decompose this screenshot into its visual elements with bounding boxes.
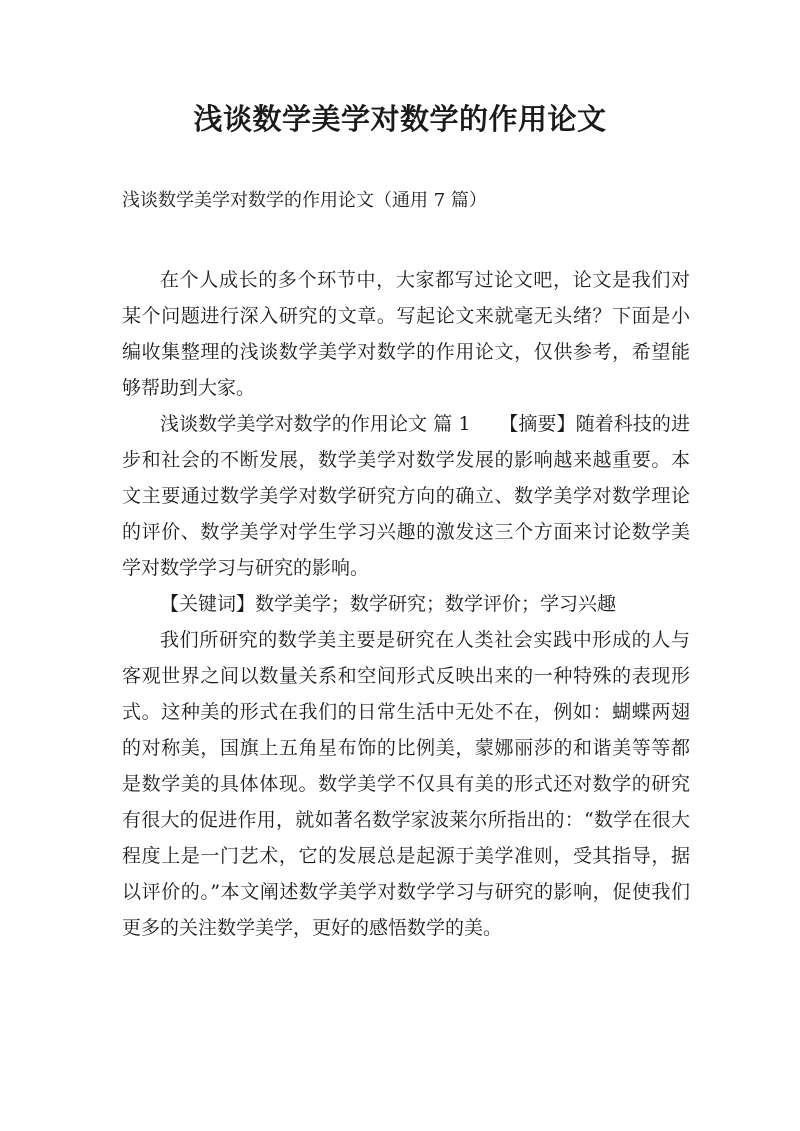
abstract-paragraph: 浅谈数学美学对数学的作用论文 篇 1 【摘要】随着科技的进步和社会的不断发展，数学美学对数学发展的影响越来越重要。本文主要通过数学美学对数学研究方向的确立、数学美学对数学理论的评价、数学美学对学生学习兴趣的激发这三个方面来讨论数学美学对数学学习与研究的影响。 <box>122 413 690 579</box>
body-paragraph: 我们所研究的数学美主要是研究在人类社会实践中形成的人与客观世界之间以数量关系和空间形式反映出来的一种特殊的表现形式。这种美的形式在我们的日常生活中无处不在，例如：蝴蝶两翅的对称美，国旗上五角星布饰的比例美，蒙娜丽莎的和谐美等等都是数学美的具体体现。数学美学不仅具有美的形式还对数学的研究有很大的促进作用，就如著名数学家波莱尔所指出的：“数学在很大程度上是一门艺术，它的发展总是起源于美学准则，受其指导，据以评价的。”本文阐述数学美学对数学学习与研究的影响，促使我们更多的关注数学美学，更好的感悟数学的美。 <box>122 629 690 939</box>
document-subtitle: 浅谈数学美学对数学的作用论文（通用 7 篇） <box>122 190 487 211</box>
keywords-paragraph: 【关键词】数学美学；数学研究；数学评价；学习兴趣 <box>160 593 617 615</box>
document-body <box>122 262 690 946</box>
document-title: 浅谈数学美学对数学的作用论文 <box>193 102 607 136</box>
intro-paragraph: 在个人成长的多个环节中，大家都写过论文吧，论文是我们对某个问题进行深入研究的文章。写起论文来就毫无头绪？下面是小编收集整理的浅谈数学美学对数学的作用论文，仅供参考，希望能够帮助到大家。 <box>122 269 690 399</box>
